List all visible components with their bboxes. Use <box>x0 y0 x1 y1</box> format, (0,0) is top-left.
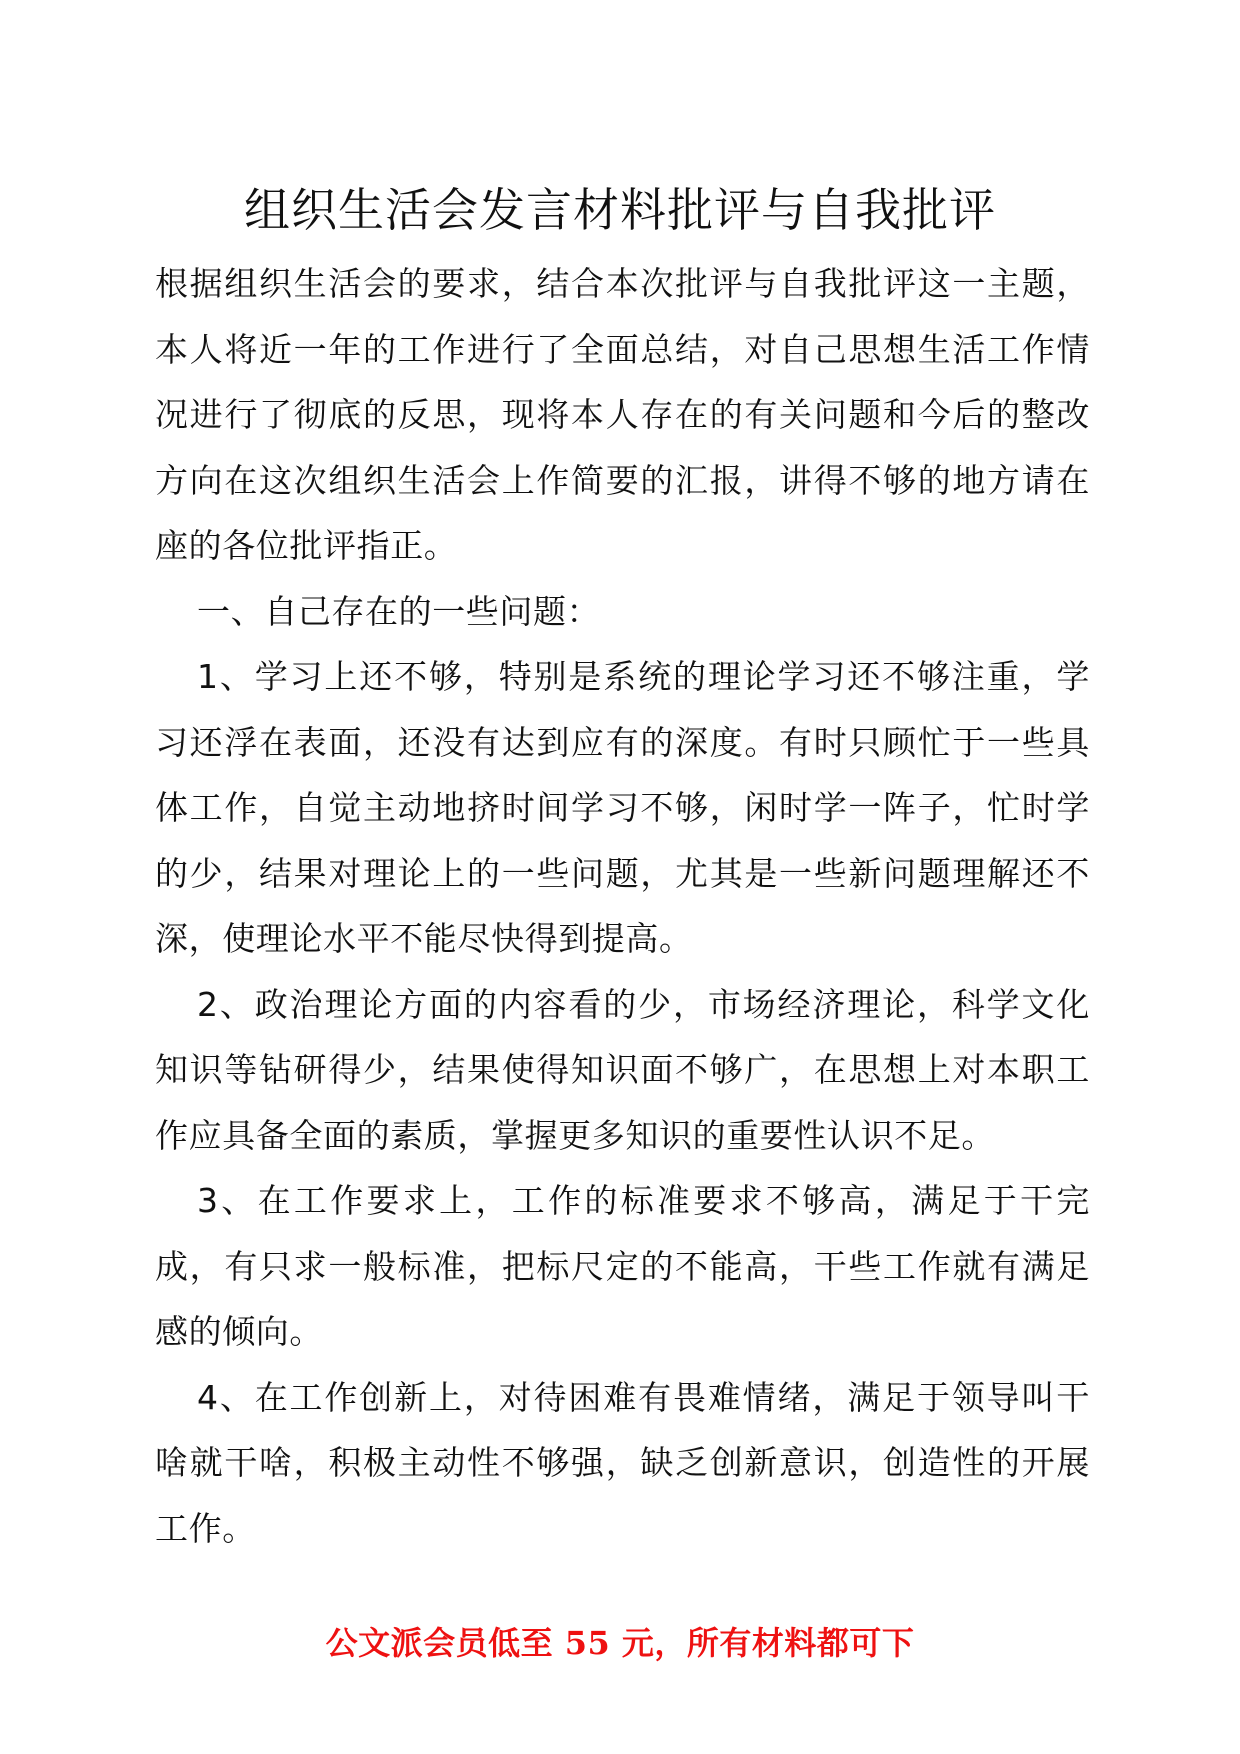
document-body <box>155 251 1090 1561</box>
list-item: 3、在工作要求上，工作的标准要求不够高，满足于干完成，有只求一般标准，把标尺定的不能高，干些工作就有满足感的倾向。 <box>155 1181 1090 1351</box>
section-heading: 一、自己存在的一些问题： <box>197 591 601 631</box>
document-title: 组织生活会发言材料批评与自我批评 <box>244 183 996 237</box>
promo-banner-text: 公文派会员低至 55 元，所有材料都可下 <box>325 1624 915 1662</box>
intro-paragraph: 根据组织生活会的要求，结合本次批评与自我批评这一主题，本人将近一年的工作进行了全面总结，对自己思想生活工作情况进行了彻底的反思，现将本人存在的有关问题和今后的整改方向在这次组织生活会上作简要的汇报，讲得不够的地方请在座的各位批评指正。 <box>155 264 1090 565</box>
list-item: 4、在工作创新上，对待困难有畏难情绪，满足于领导叫干啥就干啥，积极主动性不够强，缺乏创新意识，创造性的开展工作。 <box>155 1377 1090 1548</box>
list-item: 2、政治理论方面的内容看的少，市场经济理论，科学文化知识等钻研得少，结果使得知识面不够广，在思想上对本职工作应具备全面的素质，掌握更多知识的重要性认识不足。 <box>155 984 1090 1155</box>
list-item: 1、学习上还不够，特别是系统的理论学习还不够注重，学习还浮在表面，还没有达到应有的深度。有时只顾忙于一些具体工作，自觉主动地挤时间学习不够，闲时学一阵子，忙时学的少，结果对理论上的一些问题，尤其是一些新问题理解还不深，使理论水平不能尽快得到提高。 <box>155 657 1090 958</box>
